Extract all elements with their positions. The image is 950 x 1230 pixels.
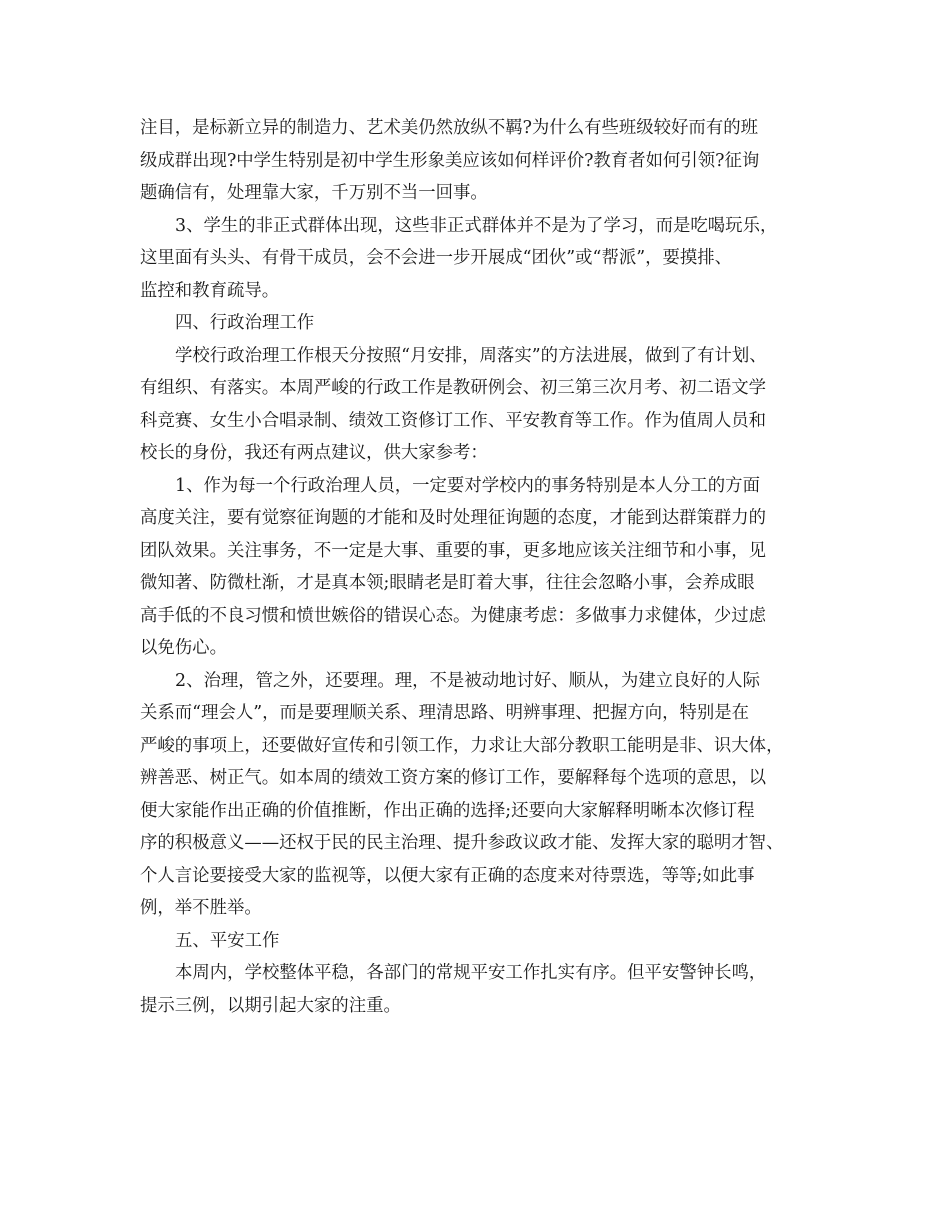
text-line: 本周内，学校整体平稳，各部门的常规平安工作扎实有序。但平安警钟长鸣， [175,963,767,983]
text-line: 高手低的不良习惯和愤世嫉俗的错误心态。为健康考虑：多做事力求健体，少过虑 [140,605,767,626]
text-line: 关系而“理会人”，而是要理顺关系、理清思路、明辨事理、把握方向，特别是在 [140,703,750,723]
text-line: 2、治理，管之外，还要理。理，不是被动地讨好、顺从，为建立良好的人际 [175,670,760,691]
text-line: 提示三例，以期引起大家的注重。 [140,995,401,1016]
text-line: 个人言论要接受大家的监视等，以便大家有正确的态度来对待票选，等等;如此事 [140,865,755,886]
text-line: 便大家能作出正确的价值推断，作出正确的选择;还要向大家解释明晰本次修订程 [140,800,755,821]
document-body [140,112,812,1022]
text-line: 题确信有，处理靠大家，千万别不当一回事。 [140,183,488,203]
text-line: 严峻的事项上，还要做好宣传和引领工作，力求让大部分教职工能明是非、识大体， [140,735,784,756]
text-line: 科竞赛、女生小合唱录制、绩效工资修订工作、平安教育等工作。作为值周人员和 [140,410,767,431]
text-line: 辨善恶、树正气。如本周的绩效工资方案的修订工作，要解释每个选项的意思，以 [140,768,767,788]
text-line: 校长的身份，我还有两点建议，供大家参考： [140,443,488,463]
text-line: 监控和教育疏导。 [140,280,280,301]
text-line: 团队效果。关注事务，不一定是大事、重要的事，更多地应该关注细节和小事，见 [140,540,767,561]
text-line: 有组织、有落实。本周严峻的行政工作是教研例会、初三第三次月考、初二语文学 [140,378,767,398]
text-line: 高度关注，要有觉察征询题的才能和及时处理征询题的态度，才能到达群策群力的 [140,508,767,528]
text-line: 这里面有头头、有骨干成员，会不会进一步开展成“团伙”或“帮派”，要摸排、 [140,248,733,268]
text-line: 例，举不胜举。 [140,898,262,918]
section-heading: 五、平安工作 [175,930,280,951]
text-line: 3、学生的非正式群体出现，这些非正式群体并不是为了学习，而是吃喝玩乐， [175,215,778,236]
text-line: 序的积极意义——还权于民的民主治理、提升参政议政才能、发挥大家的聪明才智、 [140,833,784,853]
text-line: 注目，是标新立异的制造力、艺术美仍然放纵不羁?为什么有些班级较好而有的班 [140,118,758,138]
text-line: 级成群出现?中学生特别是初中学生形象美应该如何样评价?教育者如何引领?征询 [140,150,760,171]
text-line: 微知著、防微杜渐，才是真本领;眼睛老是盯着大事，往往会忽略小事，会养成眼 [140,573,755,593]
section-heading: 四、行政治理工作 [175,313,315,333]
text-line: 1、作为每一个行政治理人员，一定要对学校内的事务特别是本人分工的方面 [175,475,760,496]
text-line: 以免伤心。 [140,638,227,658]
text-line: 学校行政治理工作根天分按照“月安排，周落实”的方法进展，做到了有计划、 [175,345,767,366]
